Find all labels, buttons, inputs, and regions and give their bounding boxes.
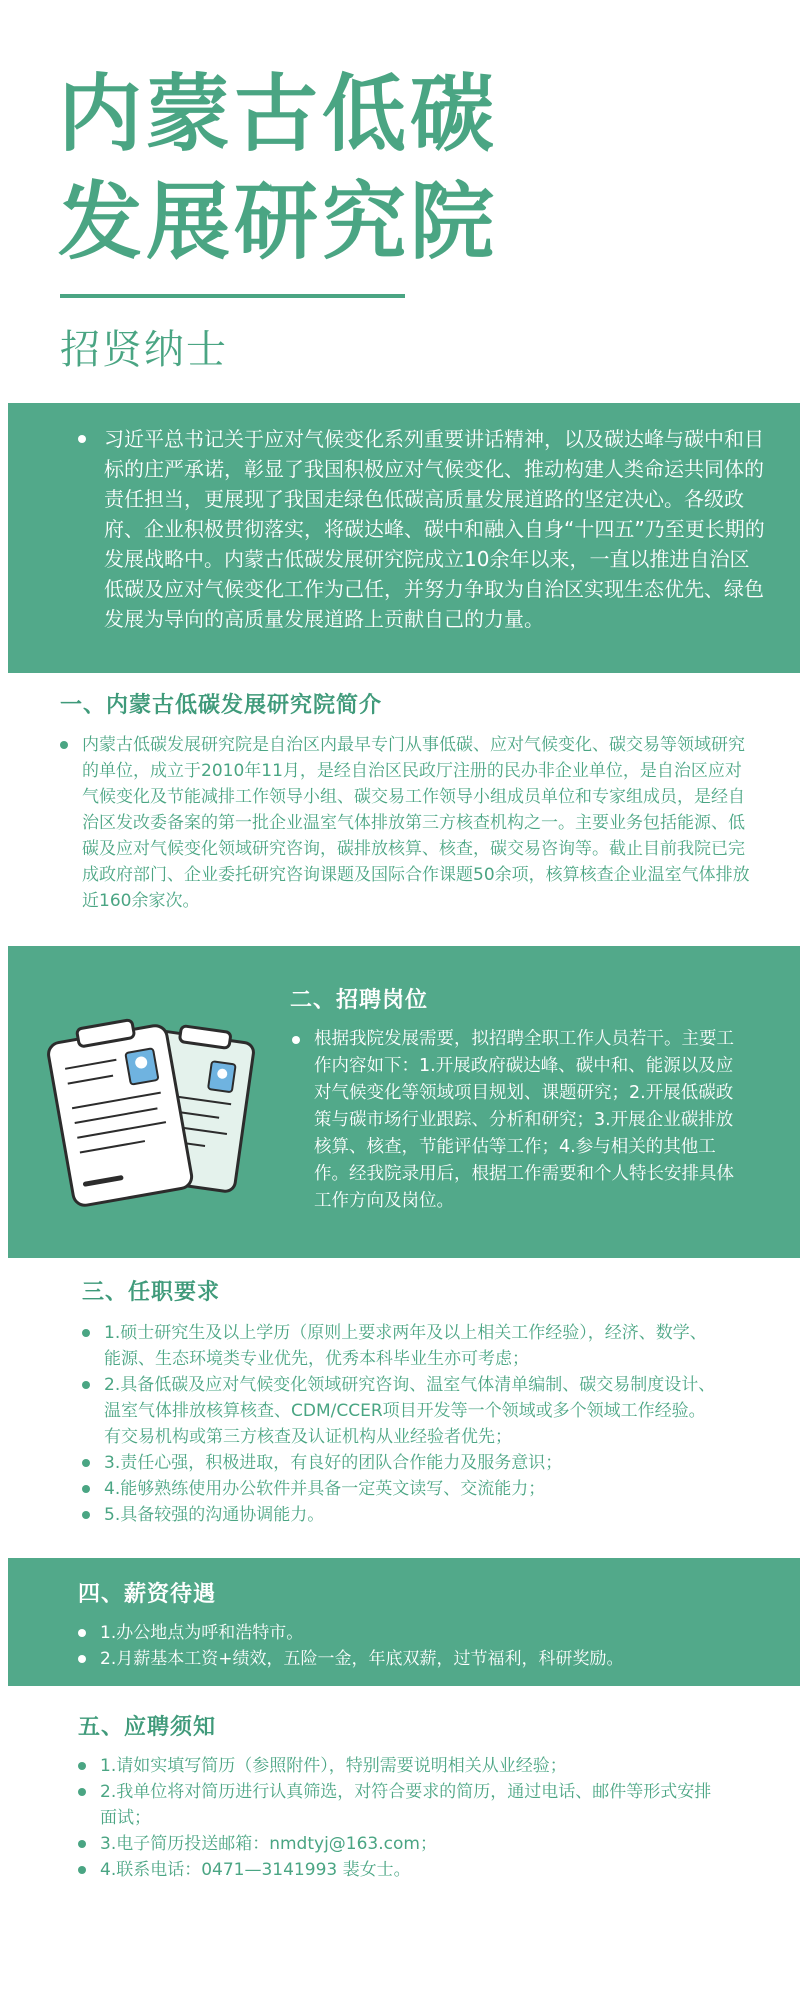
section-heading-requirements: 三、任职要求	[82, 1280, 221, 1305]
section-heading-salary: 四、薪资待遇	[78, 1582, 217, 1607]
list-item: 2.具备低碳及应对气候变化领域研究咨询、温室气体清单编制、碳交易制度设计、温室气体排放核算核查、CDM/CCER项目开发等一个领域或多个领域工作经验。有交易机构或第三方核查及认证机构从业经验者优先；	[82, 1372, 722, 1450]
list-item: 2.我单位将对简历进行认真筛选，对符合要求的简历，通过电话、邮件等形式安排面试；	[78, 1779, 718, 1831]
requirements-list	[82, 1320, 722, 1528]
page-title-line-1: 内蒙古低碳	[58, 65, 499, 163]
list-item: 1.硕士研究生及以上学历（原则上要求两年及以上相关工作经验），经济、数学、能源、生态环境类专业优先，优秀本科毕业生亦可考虑；	[82, 1320, 722, 1372]
list-item: 1.办公地点为呼和浩特市。	[78, 1620, 758, 1646]
list-item: 内蒙古低碳发展研究院是自治区内最早专门从事低碳、应对气候变化、碳交易等领域研究的单位，成立于2010年11月，是经自治区民政厅注册的民办非企业单位，是自治区应对气候变化及节能减排工作领导小组、碳交易工作领导小组成员单位和专家组成员，是经自治区发改委备案的第一批企业温室气体排放第三方核查机构之一。主要业务包括能源、低碳及应对气候变化领域研究咨询，碳排放核算、核查，碳交易咨询等。截止目前我院已完成政府部门、企业委托研究咨询课题及国际合作课题50余项，核算核查企业温室气体排放近160余家次。	[60, 732, 750, 914]
page-subtitle: 招贤纳士	[60, 327, 228, 373]
section-heading-application: 五、应聘须知	[78, 1715, 217, 1740]
positions-list	[292, 1026, 742, 1215]
section-heading-about: 一、内蒙古低碳发展研究院简介	[60, 693, 383, 718]
title-divider	[60, 294, 405, 298]
resume-clipboards-icon	[40, 1005, 265, 1215]
about-list	[60, 732, 750, 914]
list-item: 根据我院发展需要，拟招聘全职工作人员若干。主要工作内容如下：1.开展政府碳达峰、碳中和、能源以及应对气候变化等领域项目规划、课题研究；2.开展低碳政策与碳市场行业跟踪、分析和研究；3.开展企业碳排放核算、核查，节能评估等工作；4.参与相关的其他工作。经我院录用后，根据工作需要和个人特长安排具体工作方向及岗位。	[292, 1026, 742, 1215]
application-list	[78, 1753, 718, 1883]
page-title-line-2: 发展研究院	[58, 173, 499, 271]
intro-paragraph: 习近平总书记关于应对气候变化系列重要讲话精神，以及碳达峰与碳中和目标的庄严承诺，彰显了我国积极应对气候变化、推动构建人类命运共同体的责任担当，更展现了我国走绿色低碳高质量发展道路的坚定决心。各级政府、企业积极贯彻落实，将碳达峰、碳中和融入自身“十四五”乃至更长期的发展战略中。内蒙古低碳发展研究院成立10余年以来，一直以推进自治区低碳及应对气候变化工作为己任，并努力争取为自治区实现生态优先、绿色发展为导向的高质量发展道路上贡献自己的力量。	[78, 424, 768, 634]
list-item: 3.电子简历投送邮箱：nmdtyj@163.com；	[78, 1831, 718, 1857]
salary-list	[78, 1620, 758, 1672]
intro-list	[78, 424, 768, 634]
list-item: 4.能够熟练使用办公软件并具备一定英文读写、交流能力；	[82, 1476, 722, 1502]
section-heading-positions: 二、招聘岗位	[290, 988, 429, 1013]
list-item: 4.联系电话：0471—3141993 裴女士。	[78, 1857, 718, 1883]
list-item: 1.请如实填写简历（参照附件），特别需要说明相关从业经验；	[78, 1753, 718, 1779]
list-item: 2.月薪基本工资+绩效，五险一金，年底双薪，过节福利，科研奖励。	[78, 1646, 758, 1672]
list-item: 3.责任心强，积极进取，有良好的团队合作能力及服务意识；	[82, 1450, 722, 1476]
list-item: 5.具备较强的沟通协调能力。	[82, 1502, 722, 1528]
